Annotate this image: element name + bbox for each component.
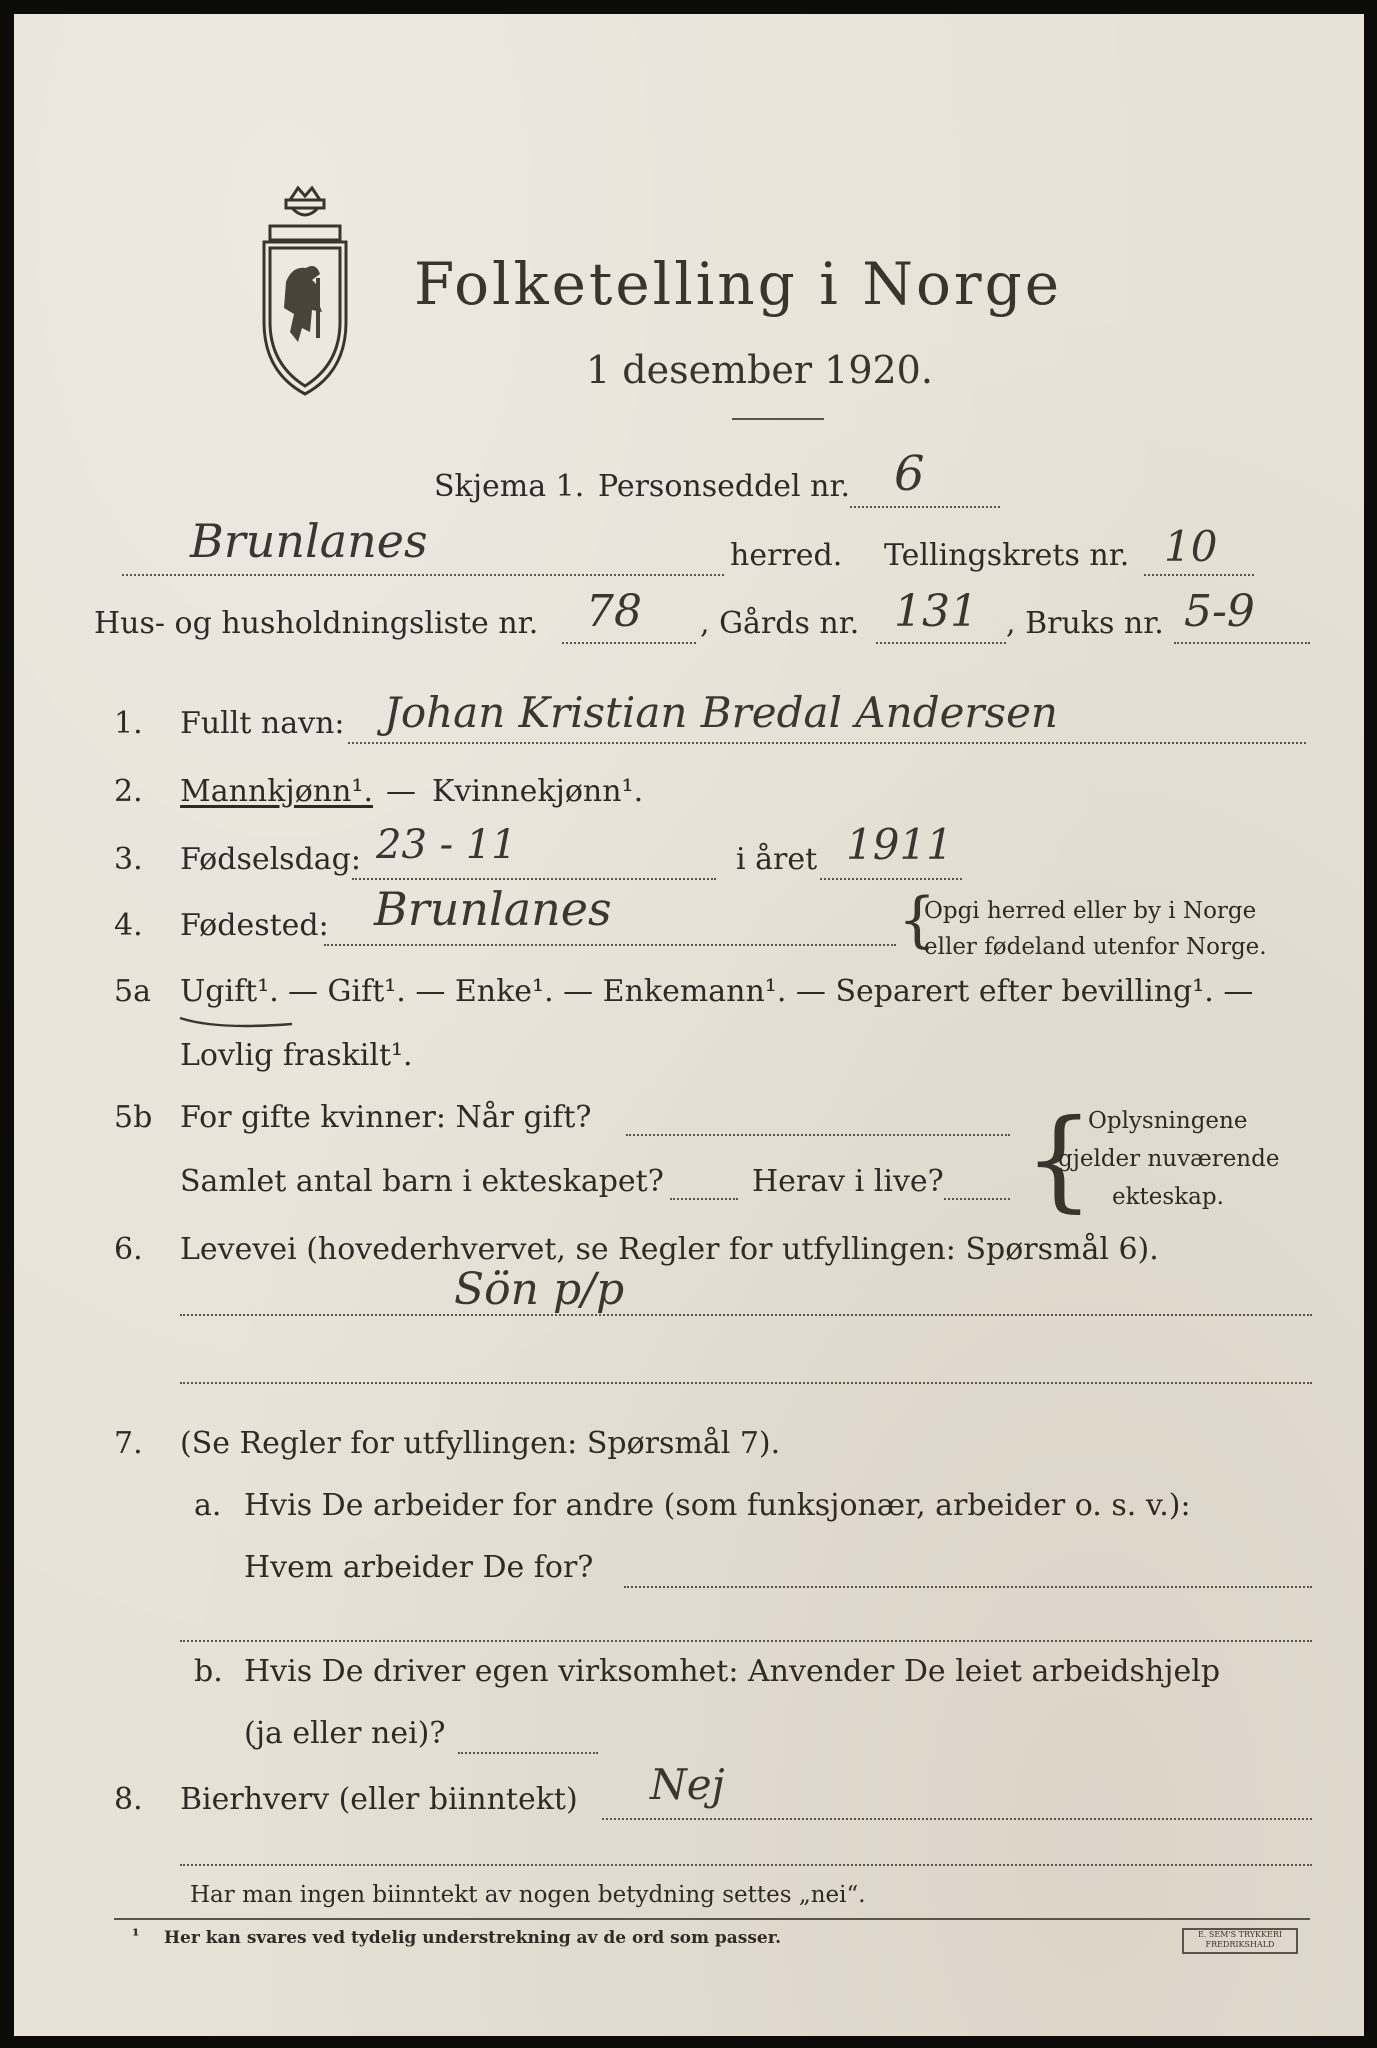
title-divider bbox=[732, 418, 824, 420]
tellingskrets-label: Tellingskrets nr. bbox=[884, 538, 1130, 573]
q7b-field[interactable] bbox=[458, 1752, 598, 1754]
q4-value[interactable]: Brunlanes bbox=[374, 882, 612, 936]
q2-number: 2. bbox=[114, 774, 143, 809]
q4-number: 4. bbox=[114, 908, 143, 943]
q6-value[interactable]: Sön p/p bbox=[454, 1264, 625, 1315]
personseddel-label: Personseddel nr. bbox=[598, 469, 851, 504]
biinntekt-note: Har man ingen biinntekt av nogen betydning settes „nei“. bbox=[190, 1882, 866, 1908]
q5b-line2a: Samlet antal barn i ekteskapet? bbox=[180, 1164, 664, 1199]
printer-stamp: E. SEM'S TRYKKERI FREDRIKSHALD bbox=[1182, 1928, 1298, 1954]
bruks-line bbox=[1174, 642, 1310, 644]
tellingskrets-line bbox=[1144, 574, 1254, 576]
q5b-line2a-field[interactable] bbox=[670, 1198, 738, 1200]
q8-field[interactable] bbox=[602, 1818, 1312, 1820]
q5b-number: 5b bbox=[114, 1100, 153, 1135]
bruks-value[interactable]: 5-9 bbox=[1184, 586, 1255, 637]
page-title: Folketelling i Norge bbox=[414, 250, 1063, 318]
personseddel-line bbox=[850, 506, 1000, 508]
q5b-note-line3: ekteskap. bbox=[1112, 1184, 1224, 1210]
husliste-value[interactable]: 78 bbox=[586, 586, 642, 637]
coat-of-arms-icon bbox=[250, 182, 360, 400]
q5a-ugift-underline bbox=[176, 1014, 296, 1030]
q8-value[interactable]: Nej bbox=[650, 1760, 725, 1809]
q4-label: Fødested: bbox=[180, 908, 329, 943]
skjema-label: Skjema 1. bbox=[434, 469, 585, 504]
gards-label: , Gårds nr. bbox=[700, 606, 860, 641]
q7-number: 7. bbox=[114, 1426, 143, 1461]
q6-line1[interactable] bbox=[180, 1314, 1312, 1316]
q7b-line2: (ja eller nei)? bbox=[244, 1716, 446, 1751]
q7b-letter: b. bbox=[194, 1654, 223, 1689]
husliste-label: Hus- og husholdningsliste nr. bbox=[94, 606, 539, 641]
q6-number: 6. bbox=[114, 1232, 143, 1267]
q5b-note-line1: Oplysningene bbox=[1088, 1108, 1248, 1134]
q4-line bbox=[324, 944, 896, 946]
q7a-field-extra[interactable] bbox=[180, 1640, 1312, 1642]
q8-field-extra[interactable] bbox=[180, 1864, 1312, 1866]
footnote-text: Her kan svares ved tydelig understrekning av de ord som passer. bbox=[164, 1928, 782, 1948]
herred-label: herred. bbox=[730, 538, 843, 573]
q3-year-line bbox=[820, 878, 962, 880]
q1-value[interactable]: Johan Kristian Bredal Andersen bbox=[384, 688, 1058, 737]
gards-line bbox=[876, 642, 1006, 644]
q7a-letter: a. bbox=[194, 1488, 222, 1523]
q2-male-option[interactable]: Mannkjønn¹. bbox=[180, 774, 373, 809]
q7-label: (Se Regler for utfyllingen: Spørsmål 7). bbox=[180, 1426, 781, 1461]
census-form-page bbox=[14, 14, 1364, 2036]
q2-female-option[interactable]: Kvinnekjønn¹. bbox=[432, 774, 644, 809]
q1-line bbox=[348, 742, 1306, 744]
q8-label: Bierhverv (eller biinntekt) bbox=[180, 1782, 578, 1817]
q4-note-line2: eller fødeland utenfor Norge. bbox=[924, 934, 1267, 960]
footnote-divider bbox=[114, 1918, 1310, 1920]
q3-year-value[interactable]: 1911 bbox=[846, 820, 953, 869]
q7b-line1: Hvis De driver egen virksomhet: Anvender De leiet arbeidshjelp bbox=[244, 1654, 1221, 1689]
q2-separator: — bbox=[386, 774, 416, 809]
tellingskrets-value[interactable]: 10 bbox=[1164, 522, 1218, 571]
q1-label: Fullt navn: bbox=[180, 706, 345, 741]
herred-line bbox=[122, 574, 724, 576]
q7a-field[interactable] bbox=[624, 1586, 1312, 1588]
q5a-other-options[interactable]: — Gift¹. — Enke¹. — Enkemann¹. — Separert efter bevilling¹. — bbox=[288, 974, 1254, 1009]
q4-note-line1: Opgi herred eller by i Norge bbox=[924, 898, 1257, 924]
q4-note-brace: { bbox=[898, 885, 937, 955]
q5b-note-brace: { bbox=[1024, 1095, 1094, 1223]
bruks-label: , Bruks nr. bbox=[1006, 606, 1164, 641]
census-date: 1 desember 1920. bbox=[586, 348, 933, 392]
q5b-note-line2: gjelder nuværende bbox=[1058, 1146, 1280, 1172]
q5a-number: 5a bbox=[114, 974, 151, 1009]
q6-label: Levevei (hovederhvervet, se Regler for utfyllingen: Spørsmål 6). bbox=[180, 1232, 1159, 1267]
q7a-line2: Hvem arbeider De for? bbox=[244, 1550, 594, 1585]
q3-year-label: i året bbox=[736, 842, 818, 877]
husliste-line bbox=[562, 642, 696, 644]
q5b-line2b-field[interactable] bbox=[944, 1198, 1010, 1200]
q1-number: 1. bbox=[114, 706, 143, 741]
gards-value[interactable]: 131 bbox=[894, 586, 978, 637]
q5a-line2[interactable]: Lovlig fraskilt¹. bbox=[180, 1038, 413, 1073]
q5b-line1: For gifte kvinner: Når gift? bbox=[180, 1100, 592, 1135]
q5b-line1-field[interactable] bbox=[626, 1134, 1010, 1136]
q3-number: 3. bbox=[114, 842, 143, 877]
q8-number: 8. bbox=[114, 1782, 143, 1817]
q6-line2[interactable] bbox=[180, 1382, 1312, 1384]
personseddel-value[interactable]: 6 bbox=[894, 446, 925, 502]
q3-value[interactable]: 23 - 11 bbox=[376, 822, 517, 868]
footnote-mark: ¹ bbox=[132, 1926, 140, 1946]
q5b-line2b: Herav i live? bbox=[752, 1164, 944, 1199]
q3-line bbox=[352, 878, 716, 880]
q3-label: Fødselsdag: bbox=[180, 842, 361, 877]
q7a-line1: Hvis De arbeider for andre (som funksjonær, arbeider o. s. v.): bbox=[244, 1488, 1191, 1523]
herred-value[interactable]: Brunlanes bbox=[190, 514, 428, 568]
q5a-ugift-option[interactable]: Ugift¹. bbox=[180, 974, 279, 1009]
